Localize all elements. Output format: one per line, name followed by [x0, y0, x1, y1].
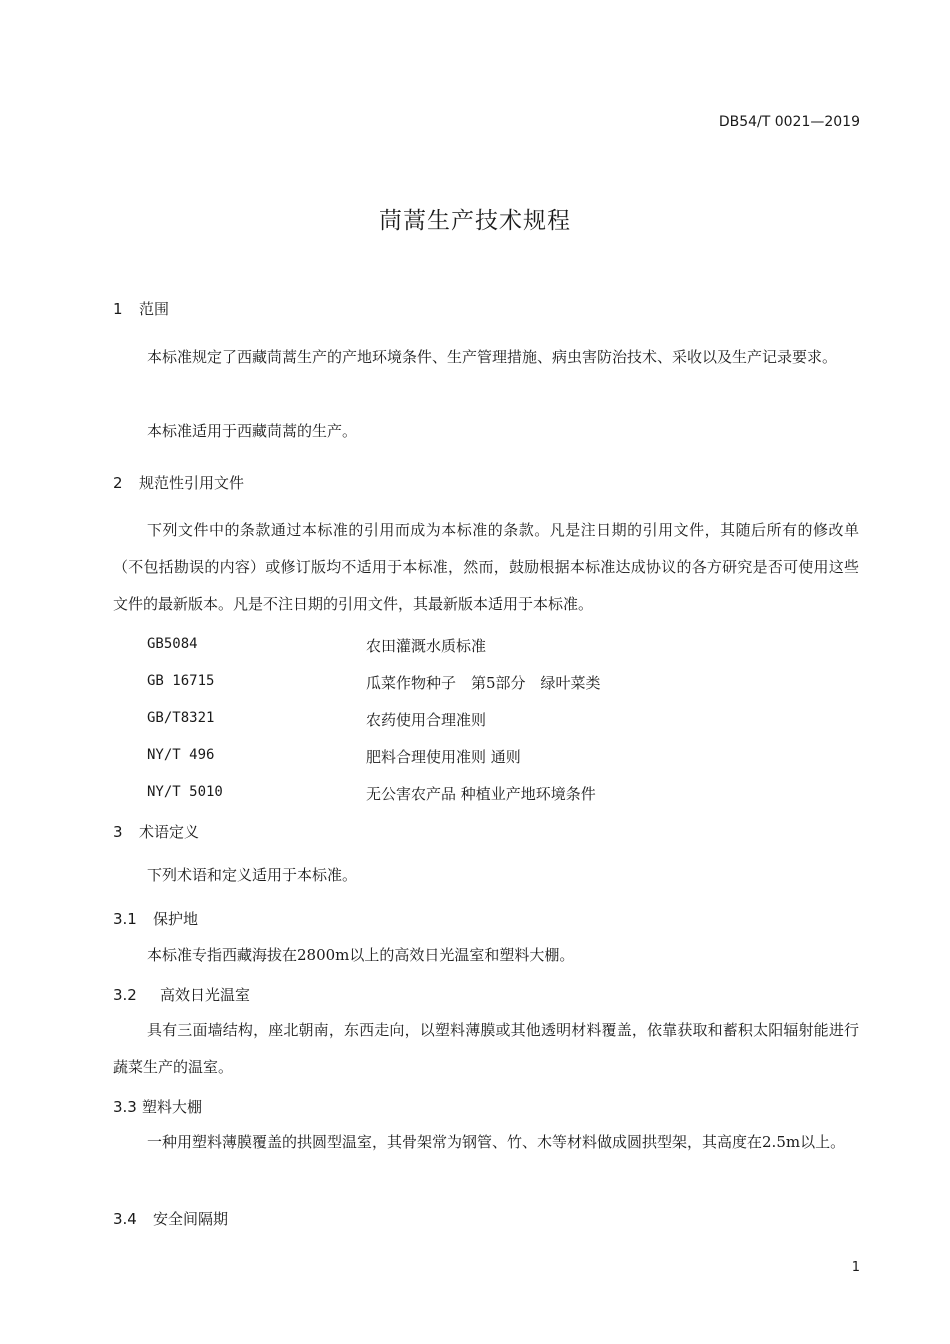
reference-title: 瓜菜作物种子 第5部分 绿叶菜类	[366, 674, 601, 692]
section-title: 高效日光温室	[160, 986, 251, 1004]
reference-code: GB/T8321	[147, 710, 215, 726]
section-title: 范围	[139, 300, 170, 318]
section-title: 塑料大棚	[142, 1098, 203, 1116]
section-3-4-heading	[113, 1208, 228, 1229]
section-number: 2	[113, 474, 123, 492]
section-3-heading	[113, 821, 199, 842]
reference-code: GB5084	[147, 636, 198, 652]
page-number: 1	[851, 1260, 860, 1275]
reference-title: 农药使用合理准则	[366, 711, 487, 729]
section-2-heading	[113, 472, 244, 493]
section-1-heading	[113, 298, 169, 319]
section-title: 术语定义	[139, 823, 200, 841]
section-number: 3.1	[113, 910, 137, 928]
reference-title: 农田灌溉水质标准	[366, 637, 487, 655]
section-number: 3	[113, 823, 123, 841]
reference-code: GB 16715	[147, 673, 215, 689]
section-3-3-body: 一种用塑料薄膜覆盖的拱圆型温室，其骨架常为钢管、竹、木等材料做成圆拱型架，其高度在2.5m以上。	[147, 1133, 846, 1151]
section-2-paragraph: 下列文件中的条款通过本标准的引用而成为本标准的条款。凡是注日期的引用文件，其随后所有的修改单（不包括勘误的内容）或修订版均不适用于本标准，然而，鼓励根据本标准达成协议的各方研究是否可使用这些文件的最新版本。凡是不注日期的引用文件，其最新版本适用于本标准。	[113, 521, 859, 613]
section-3-1-heading	[113, 908, 198, 929]
reference-code: NY/T 496	[147, 747, 215, 763]
section-3-2-heading	[113, 984, 250, 1005]
reference-title: 无公害农产品 种植业产地环境条件	[366, 785, 596, 803]
reference-code: NY/T 5010	[147, 784, 223, 800]
section-title: 规范性引用文件	[139, 474, 245, 492]
document-title: 茼蒿生产技术规程	[379, 208, 571, 234]
section-title: 安全间隔期	[153, 1210, 229, 1228]
reference-title: 肥料合理使用准则 通则	[366, 748, 521, 766]
section-3-2-body: 具有三面墙结构，座北朝南，东西走向，以塑料薄膜或其他透明材料覆盖，依靠获取和蓄积太阳辐射能进行蔬菜生产的温室。	[113, 1021, 859, 1076]
section-number: 3.3	[113, 1098, 137, 1116]
section-3-1-body: 本标准专指西藏海拔在2800m以上的高效日光温室和塑料大棚。	[147, 946, 575, 964]
section-number: 1	[113, 300, 123, 318]
section-1-paragraph-2: 本标准适用于西藏茼蒿的生产。	[147, 422, 358, 440]
section-title: 保护地	[153, 910, 199, 928]
section-number: 3.4	[113, 1210, 137, 1228]
document-code: DB54/T 0021—2019	[718, 114, 860, 130]
section-1-paragraph-1: 本标准规定了西藏茼蒿生产的产地环境条件、生产管理措施、病虫害防治技术、采收以及生产记录要求。	[147, 348, 838, 366]
section-3-intro: 下列术语和定义适用于本标准。	[147, 866, 358, 884]
section-3-3-heading	[113, 1096, 202, 1117]
section-number: 3.2	[113, 986, 137, 1004]
